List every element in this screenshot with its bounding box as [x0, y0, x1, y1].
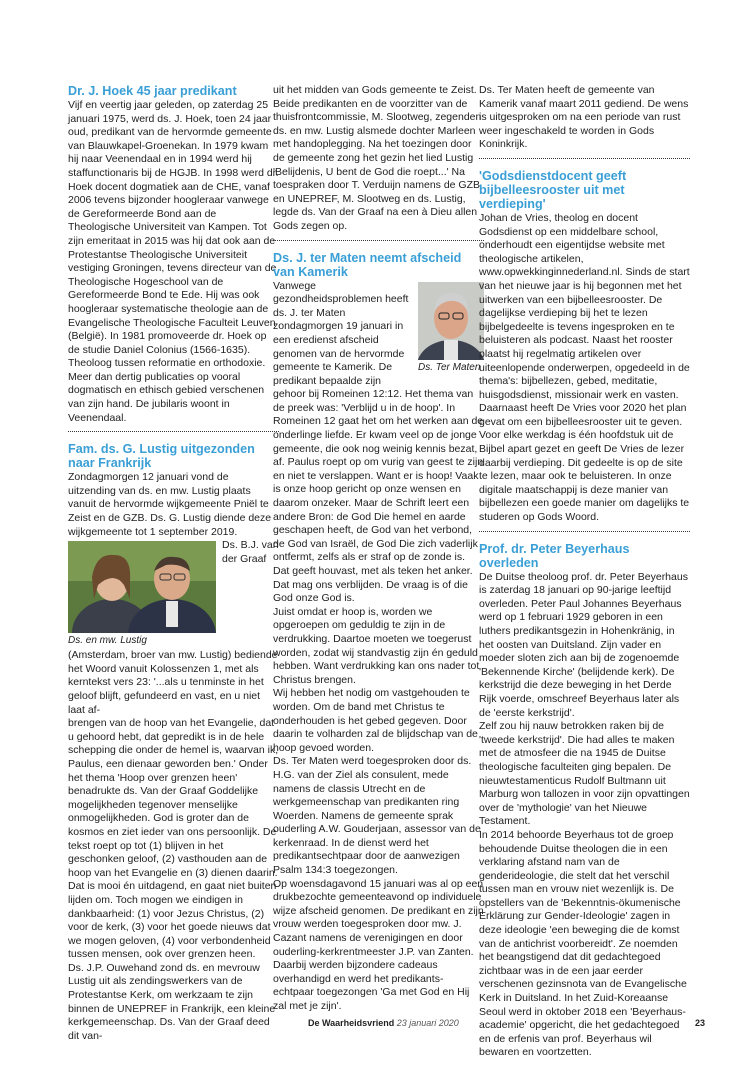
lustig-continued: uit het midden van Gods gemeente te Zeist. Beide predikanten en de voorzitter van de thuisfrontcommissie, M. Slootweg, zegenden ds. en mw. Lustig alsmede dochter Marleen met handoplegging. Na het toezingen door de gemeente zong het gezin het lied Lustig 'Belijdenis, U bent de God die roept...' Na toespraken door T. Verduijn namens de GZB en UNEPREF, M. Slootweg en ds. Lustig, legde ds. Van der Graaf na een à Dieu allen Gods zegen op.: [273, 84, 482, 232]
vries-heading: 'Godsdienstdocent geeft bijbelleesrooster uit met verdieping': [479, 168, 627, 211]
matten-continued: Ds. Ter Maten heeft de gemeente van Kamerik vanaf maart 2011 gediend. De wens is uitgesproken om na een periode van rust weer ingeschakeld te worden in Gods Koninkrijk.: [479, 84, 689, 151]
beyerhaus-heading: Prof. dr. Peter Beyerhaus overleden: [479, 541, 630, 570]
footer-publication: [308, 1018, 459, 1028]
divider: [68, 431, 279, 432]
matten-paragraph-4: Ds. Ter Maten werd toegesproken door ds. H.G. van der Ziel als consulent, mede namens de classis Utrecht en de werkgemeenschap van predikanten ring Woerden. Namens de gemeente sprak ouderling A.W. Gouderjaan, assessor van de kerkenraad. In de dienst werd het predikantsechtpaar door de aanwezigen Psalm 134:3 toegezongen.: [273, 755, 481, 877]
beyerhaus-paragraph-2: Zelf zou hij nauw betrokken raken bij de 'tweede kerkstrijd'. Die had alles te maken met de atmosfeer die na 1945 de Duitse theologische faculteiten ging bepalen. De nieuwtestamenticus Rudolf Bultmann uit Marburg won tallozen in voor zijn opvattingen over de 'mythologie' van het Nieuwe Testament.: [479, 720, 690, 828]
lustig-photo: [68, 541, 216, 633]
lustig-paragraph-1: Zondagmorgen 12 januari vond de uitzending van ds. en mw. Lustig plaats vanuit de hervormde wijkgemeente Pniël te Zeist en de GZB. Ds. G. Lustig diende deze wijkgemeente tot 1 september 2019.: [68, 471, 272, 538]
column-middle: [273, 84, 484, 1014]
beyerhaus-paragraph-1: De Duitse theoloog prof. dr. Peter Beyerhaus is zaterdag 18 januari op 90-jarige leeftijd overleden. Peter Paul Johannes Beyerhaus werd op 1 februari 1929 geboren in een luthers predikantsgezin in Hohenkränig, in het oosten van Duitsland. Zijn vader en moeder sloten zich aan bij de zogenoemde 'Bekennende Kirche' (belijdende kerk). De kerkstrijd die deze beweging in het Derde Rijk voerde, omschreef Beyerhaus later als de 'eerste kerkstrijd'.: [479, 570, 688, 719]
matten-figure: [418, 282, 484, 374]
issue-date: 23 januari 2020: [396, 1018, 459, 1028]
matten-photo: [418, 282, 484, 360]
column-left: [68, 84, 279, 1043]
matten-paragraph-3: Wij hebben het nodig om vastgehouden te worden. Om de band met Christus te onderhouden is het gebed gegeven. Door daarin te volharden zal de blijdschap van de hoop gevoed worden.: [273, 687, 478, 754]
lustig-figure: [68, 541, 216, 647]
page-number: 23: [695, 1018, 706, 1028]
beyerhaus-paragraph-3: In 2014 behoorde Beyerhaus tot de groep behoudende Duitse theologen die in een verklaring afstand nam van de genderideologie, die stelt dat het verschil tussen man en vrouw niet wezenlijk is. De opstellers van de 'Bekenntnis-ökumenische Erklärung zur Gender-Ideologie' zagen in deze ideologie 'een beweging die de komst van de antichrist voorbereidt'. Ze noemden het beangstigend dat dit gedachtegoed zichtbaar was in de een jaar eerder verschenen gezinsnota van de Evangelische Kerk in Duitsland. In het Zuid-Koreaanse Seoul werd in oktober 2018 een 'Beyerhaus-academie' opgericht, die het gedachtegoed en de erfenis van prof. Beyerhaus wil bewaren en voortzetten.: [479, 828, 687, 1059]
magazine-name: De Waarheidsvriend: [308, 1018, 395, 1028]
divider: [479, 158, 690, 159]
hoek-paragraph: Vijf en veertig jaar geleden, op zaterdag 25 januari 1975, werd ds. J. Hoek, toen 24 jaar oud, predikant van de hervormde gemeente van Blauwkapel-Groenekan. In 1979 kwam hij naar Veenendaal en in 1994 werd hij staffunctionaris bij de HGJB. In 1998 werd dr. Hoek docent dogmatiek aan de CHE, vanaf 2006 tevens bijzonder hoogleraar vanwege de Gereformeerde Bond aan de Theologische Universiteit van Kampen. Tot zijn emeritaat in 2015 was hij dat ook aan de Protestantse Theologische Universiteit vestiging Groningen, tevens directeur van de Theologische Hogeschool van de Gereformeerde Bond te Ede. Hij was ook hoogleraar systematische theologie aan de Evangelische Theologische Faculteit Leuven (België). In 1981 promoveerde dr. Hoek op de studie Daniel Colonius (1566-1635). Theoloog tussen reformatie en orthodoxie. Meer dan dertig publicaties op vooral dogmatisch en ethisch gebied verschenen van zijn hand. De jubilaris woont in Veenendaal.: [68, 99, 279, 424]
divider: [479, 531, 690, 532]
lustig-caption: Ds. en mw. Lustig: [68, 635, 147, 647]
matten-caption: Ds. Ter Maten: [418, 361, 481, 373]
vries-paragraph-1: Johan de Vries, theolog en docent Godsdienst op een middelbare school, onderhoudt een eigentijdse website met theologische artikelen, www.opwekkinginnederland.nl. Sinds de start van het nieuwe jaar is hij begonnen met het uitwerken van een bijbelleesrooster. De dagelijkse verdieping bij het te lezen bijbelgedeelte is tevens ingesproken en te beluisteren als podcast. Naast het rooster plaatst hij regelmatig artikelen over uiteenlopende onderwerpen, opgedeeld in de thema's: bijbellezen, gebed, meditatie, huisgodsdienst, missionair werk en vasten.: [479, 211, 690, 401]
hoek-heading: Dr. J. Hoek 45 jaar predikant: [68, 84, 237, 98]
vries-paragraph-2: Daarnaast heeft De Vries voor 2020 het plan gevat om een bijbelleesrooster uit te geven. Voor elke werkdag is één hoofdstuk uit de Bijbel apart gezet en geeft De Vries de lezer daarbij verdieping. Dit gedeelte is op de site te lezen, maar ook te beluisteren. In onze digitale maatschappij is deze manier van bijbellezen een goede manier om dagelijks te studeren op Gods Woord.: [479, 402, 690, 524]
matten-paragraph-1: Vanwege gezondheidsproblemen heeft ds. J. ter Maten zondagmorgen 19 januari in een eredienst afscheid genomen van de hervormde gemeente te Kamerik. De predikant bepaalde zijn gehoor bij Romeinen 12:12. Het thema van de preek was: 'Verblijd u in de hoop'. In Romeinen 12 gaat het om het werken aan de onderlinge liefde. Er kwam veel op de jonge gemeente, die ook nog weinig kennis bezat, af. Paulus roept op om vurig van geest te zijn en niet te verslappen. Want er is hoop! Vaak is onze hoop gericht op onze wensen en daarom onzeker. Maar de Schrift leert een andere Bron: de God Die hemel en aarde geschapen heeft, de God van het verbond, de God van Israël, de God Die zich vaderlijk ontfermt, zelfs als er straf op de zonde is. Dat geeft houvast, met als teken het anker. Dat mag ons verblijden. De vraag is of die God onze God is.: [273, 279, 484, 605]
matten-paragraph-2: Juist omdat er hoop is, worden we opgeroepen om geduldig te zijn in de verdrukking. Daartoe moeten we toegerust worden, zodat wij standvastig zijn én geduld hebben. Want verdrukking kan ons nader tot Christus brengen.: [273, 605, 480, 686]
divider: [273, 240, 484, 241]
column-right: [479, 84, 690, 1060]
lustig-heading: Fam. ds. G. Lustig uitgezonden naar Frankrijk: [68, 442, 255, 471]
matten-paragraph-5: Op woensdagavond 15 januari was al op een drukbezochte gemeenteavond op individuele wijze afscheid genomen. De predikant en zijn vrouw werden toegesproken door mw. J. Cazant namens de verenigingen en door ouderling-kerkrentmeester J.P. van Zanten. Daarbij werden bijzondere cadeaus overhandigd en werd het predikants-echtpaar toegezongen 'Ga met God en Hij zal met je zijn'.: [273, 877, 484, 1012]
matten-heading: Ds. J. ter Maten neemt afscheid van Kamerik: [273, 250, 462, 279]
lustig-paragraph-2b: brengen van de hoop van het Evangelie, dat u gehoord hebt, dat gepredikt is in de hele schepping die onder de hemel is, waarvan ik, Paulus, een dienaar geworden ben.' Onder het thema 'Hoop over grenzen heen' benadrukte ds. Van der Graaf Goddelijke mogelijkheden tegenover menselijke onmogelijkheden. God is groter dan de kosmos en ziet ieder van ons persoonlijk. De tekst roept op tot (1) blijven in het geschonken geloof, (2) vasthouden aan de hoop van het Evangelie en (3) dienen daarin. Dat is mooi én uitdagend, en gaat niet buiten lijden om. Toch mogen we eindigen in dankbaarheid: (1) voor Jezus Christus, (2) voor de kerk, (3) voor het goede nieuws dat we mogen geloven, (4) voor verbondenheid tussen mensen, ook over grenzen heen.: [68, 717, 279, 961]
lustig-paragraph-2a: Ds. B.J. van der Graaf (Amsterdam, broer van mw. Lustig) bediende het Woord vanuit Kolossenzen 1, met als kerntekst vers 23: '...als u tenminste in het geloof blijft, gefundeerd en vast, en u niet laat af-: [68, 539, 279, 716]
lustig-paragraph-3: Ds. J.P. Ouwehand zond ds. en mevrouw Lustig uit als zendingswerkers van de Protestantse Kerk, om werkzaam te zijn binnen de UNEPREF in Frankrijk, een kleine kerkgemeenschap. Ds. Van der Graaf deed dit van-: [68, 961, 276, 1042]
